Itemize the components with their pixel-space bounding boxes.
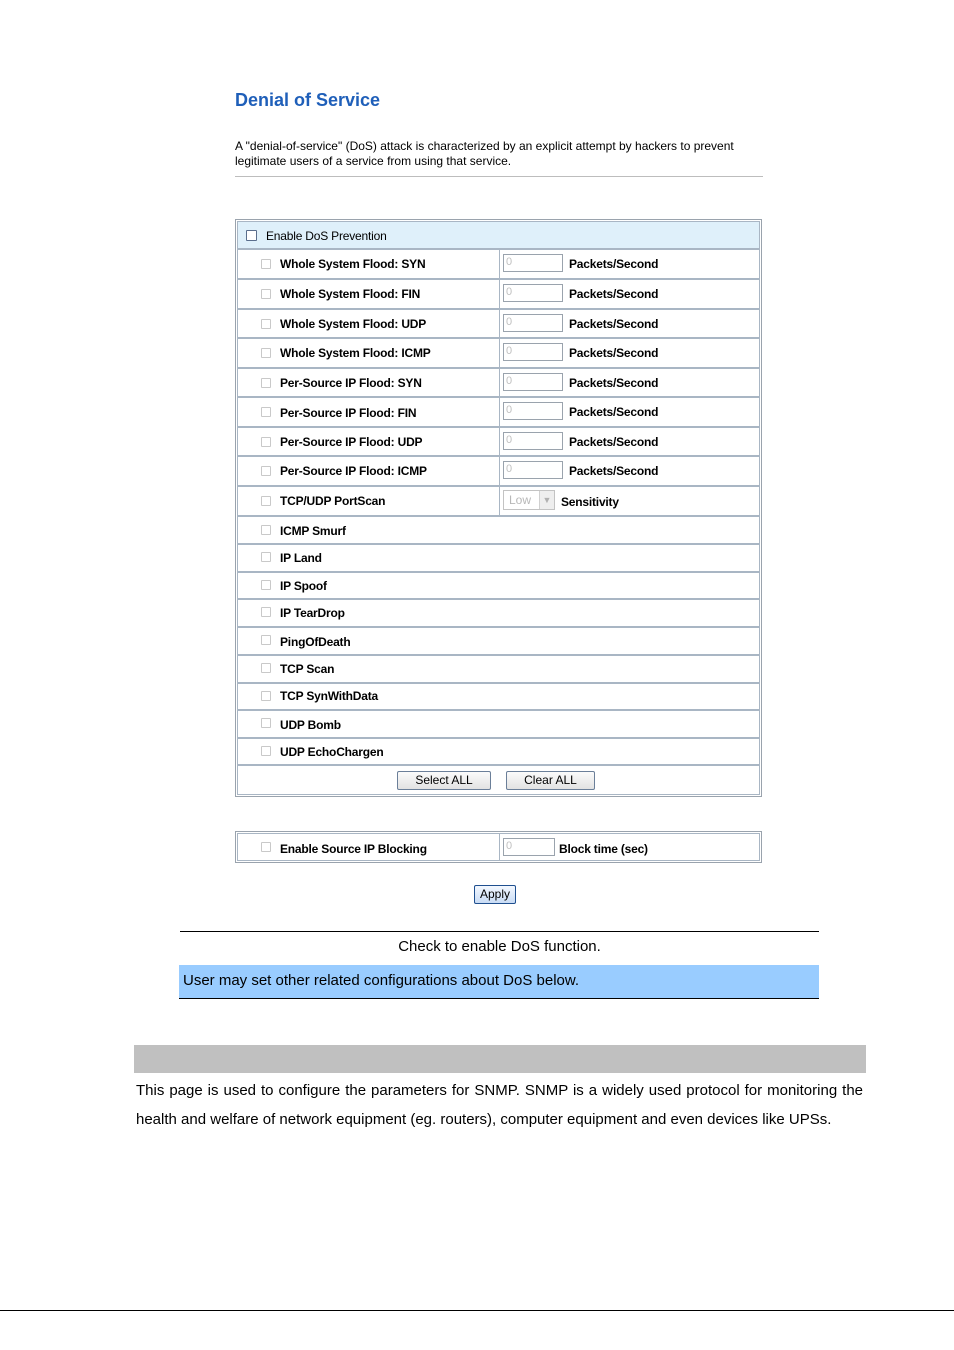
packets-per-second-input[interactable]: 0 bbox=[503, 373, 563, 391]
flood-label-cell bbox=[238, 398, 500, 426]
flood-value-cell bbox=[501, 310, 759, 337]
attack-label: IP Spoof bbox=[280, 579, 327, 593]
attack-label: UDP Bomb bbox=[280, 718, 341, 732]
flood-value-cell bbox=[501, 428, 759, 455]
attack-checkbox[interactable] bbox=[261, 607, 271, 617]
attack-checkbox[interactable] bbox=[261, 663, 271, 673]
page-description: A "denial-of-service" (DoS) attack is characterized by an explicit attempt by hackers to prevent legitimate users of a service from using that service. bbox=[235, 139, 734, 168]
explanation-config-text: User may set other related configurations about DoS below. bbox=[183, 972, 580, 989]
table-row bbox=[237, 456, 760, 486]
portscan-checkbox[interactable] bbox=[261, 496, 271, 506]
table-row bbox=[237, 279, 760, 309]
flood-label-cell bbox=[238, 339, 500, 367]
flood-checkbox[interactable] bbox=[261, 466, 271, 476]
packets-per-second-input[interactable]: 0 bbox=[503, 314, 563, 332]
select-all-button[interactable]: Select ALL bbox=[397, 771, 491, 790]
table-row bbox=[237, 249, 760, 279]
flood-checkbox[interactable] bbox=[261, 407, 271, 417]
flood-value-cell bbox=[501, 398, 759, 426]
attack-label: TCP Scan bbox=[280, 662, 335, 676]
flood-label-cell bbox=[238, 428, 500, 455]
ip-blocking-checkbox[interactable] bbox=[261, 842, 271, 852]
portscan-label-cell bbox=[238, 487, 500, 515]
table-row bbox=[237, 655, 760, 683]
packets-per-second-input[interactable]: 0 bbox=[503, 461, 563, 479]
unit-label: Packets/Second bbox=[569, 435, 659, 449]
ip-blocking-row bbox=[237, 833, 760, 861]
table-row bbox=[237, 683, 760, 710]
flood-checkbox[interactable] bbox=[261, 289, 271, 299]
block-time-input[interactable]: 0 bbox=[503, 838, 555, 856]
table-row bbox=[237, 572, 760, 599]
flood-checkbox[interactable] bbox=[261, 259, 271, 269]
clear-all-button[interactable]: Clear ALL bbox=[506, 771, 595, 790]
attack-label: IP Land bbox=[280, 551, 322, 565]
flood-label-cell bbox=[238, 310, 500, 337]
flood-label: Whole System Flood: FIN bbox=[280, 287, 421, 301]
unit-label: Packets/Second bbox=[569, 346, 659, 360]
attack-label: PingOfDeath bbox=[280, 635, 351, 649]
dos-settings-table bbox=[235, 219, 762, 797]
unit-label: Packets/Second bbox=[569, 317, 659, 331]
portscan-label: TCP/UDP PortScan bbox=[280, 494, 386, 508]
flood-label: Per-Source IP Flood: ICMP bbox=[280, 464, 427, 478]
attack-checkbox[interactable] bbox=[261, 635, 271, 645]
flood-value-cell bbox=[501, 457, 759, 485]
packets-per-second-input[interactable]: 0 bbox=[503, 254, 563, 272]
sensitivity-label: Sensitivity bbox=[561, 495, 619, 509]
table-row bbox=[237, 544, 760, 572]
flood-value-cell bbox=[501, 369, 759, 396]
enable-dos-checkbox[interactable] bbox=[246, 230, 257, 241]
flood-value-cell bbox=[501, 280, 759, 308]
explanation-row-enable: Check to enable DoS function. bbox=[398, 938, 601, 955]
table-row bbox=[237, 738, 760, 765]
section-heading-bar bbox=[134, 1045, 866, 1073]
sensitivity-select-value: Low bbox=[509, 493, 532, 507]
table-row bbox=[237, 309, 760, 338]
ip-blocking-value-cell bbox=[501, 834, 759, 860]
packets-per-second-input[interactable]: 0 bbox=[503, 284, 563, 302]
packets-per-second-input[interactable]: 0 bbox=[503, 343, 563, 361]
table-row bbox=[237, 516, 760, 544]
unit-label: Packets/Second bbox=[569, 257, 659, 271]
block-time-label: Block time (sec) bbox=[559, 842, 648, 856]
table-row bbox=[237, 427, 760, 456]
flood-value-cell bbox=[501, 339, 759, 367]
flood-value-cell bbox=[501, 250, 759, 278]
chevron-down-icon: ▼ bbox=[539, 491, 554, 509]
ip-blocking-table bbox=[235, 831, 762, 863]
table-row bbox=[237, 627, 760, 655]
attack-label: ICMP Smurf bbox=[280, 524, 346, 538]
flood-label: Per-Source IP Flood: FIN bbox=[280, 406, 417, 420]
packets-per-second-input[interactable]: 0 bbox=[503, 432, 563, 450]
flood-label: Whole System Flood: ICMP bbox=[280, 346, 431, 360]
flood-label: Per-Source IP Flood: SYN bbox=[280, 376, 422, 390]
portscan-value-cell bbox=[501, 487, 759, 515]
table-row bbox=[237, 338, 760, 368]
flood-label-cell bbox=[238, 369, 500, 396]
explanation-top-rule bbox=[180, 931, 819, 932]
flood-checkbox[interactable] bbox=[261, 437, 271, 447]
attack-checkbox[interactable] bbox=[261, 552, 271, 562]
table-row bbox=[237, 397, 760, 427]
attack-checkbox[interactable] bbox=[261, 718, 271, 728]
unit-label: Packets/Second bbox=[569, 405, 659, 419]
portscan-row bbox=[237, 486, 760, 516]
flood-label: Per-Source IP Flood: UDP bbox=[280, 435, 423, 449]
flood-label-cell bbox=[238, 250, 500, 278]
explanation-row-config bbox=[179, 965, 819, 999]
table-row bbox=[237, 599, 760, 627]
flood-checkbox[interactable] bbox=[261, 319, 271, 329]
enable-dos-label: Enable DoS Prevention bbox=[266, 229, 387, 243]
flood-label: Whole System Flood: SYN bbox=[280, 257, 426, 271]
unit-label: Packets/Second bbox=[569, 464, 659, 478]
flood-checkbox[interactable] bbox=[261, 348, 271, 358]
attack-checkbox[interactable] bbox=[261, 691, 271, 701]
attack-label: TCP SynWithData bbox=[280, 689, 379, 703]
flood-label: Whole System Flood: UDP bbox=[280, 317, 427, 331]
unit-label: Packets/Second bbox=[569, 287, 659, 301]
flood-label-cell bbox=[238, 457, 500, 485]
flood-label-cell bbox=[238, 280, 500, 308]
attack-checkbox[interactable] bbox=[261, 525, 271, 535]
enable-dos-row bbox=[237, 221, 760, 249]
attack-label: UDP EchoChargen bbox=[280, 745, 384, 759]
footer-rule bbox=[0, 1310, 954, 1311]
attack-checkbox[interactable] bbox=[261, 746, 271, 756]
apply-button[interactable]: Apply bbox=[474, 885, 516, 904]
ip-blocking-label-cell bbox=[238, 834, 500, 860]
description-divider bbox=[235, 176, 763, 177]
page-title: Denial of Service bbox=[235, 90, 381, 110]
ip-blocking-label: Enable Source IP Blocking bbox=[280, 842, 427, 856]
packets-per-second-input[interactable]: 0 bbox=[503, 402, 563, 420]
table-row bbox=[237, 368, 760, 397]
unit-label: Packets/Second bbox=[569, 376, 659, 390]
select-buttons-row bbox=[237, 765, 760, 795]
sensitivity-select[interactable] bbox=[503, 490, 555, 510]
attack-label: IP TearDrop bbox=[280, 606, 345, 620]
attack-checkbox[interactable] bbox=[261, 580, 271, 590]
flood-checkbox[interactable] bbox=[261, 378, 271, 388]
table-row bbox=[237, 710, 760, 738]
snmp-description: This page is used to configure the parameters for SNMP. SNMP is a widely used protocol for monitoring the health and welfare of network equipment (eg. routers), computer equipment and even devices like UPSs. bbox=[136, 1082, 863, 1128]
